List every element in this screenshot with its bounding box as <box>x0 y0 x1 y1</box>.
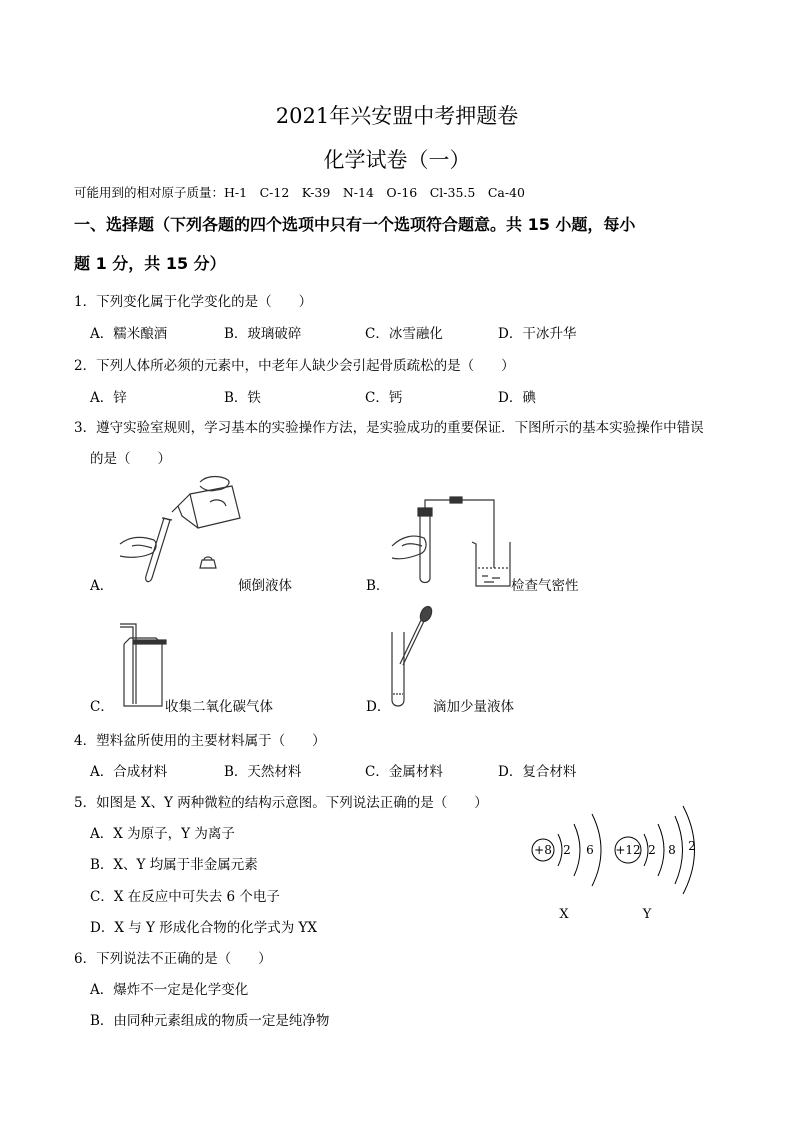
exam-title: 2021年兴安盟中考押题卷 <box>275 104 519 128</box>
q1-option-a: A．糯米酿酒 <box>90 326 168 342</box>
section-heading-line2: 题 1 分，共 15 分） <box>74 254 226 273</box>
section-heading-line1: 一、选择题（下列各题的四个选项中只有一个选项符合题意。共 15 小题，每小 <box>74 215 636 234</box>
atomic-masses: 可能用到的相对原子质量：H-1 C-12 K-39 N-14 O-16 Cl-35.5 Ca-40 <box>74 185 525 200</box>
q3-option-b-caption: 检查气密性 <box>511 578 579 594</box>
y-shell-2: 8 <box>668 843 676 857</box>
q3-option-d-caption: 滴加少量液体 <box>433 699 514 715</box>
q2-option-b: B．铁 <box>224 390 261 406</box>
q3-stem-line2: 的是（ ） <box>90 451 171 467</box>
q2-stem: 2．下列人体所必须的元素中，中老年人缺少会引起骨质疏松的是（ ） <box>74 358 515 374</box>
q2-option-c: C．钙 <box>365 390 403 406</box>
airtightness-check-illustration <box>384 494 514 594</box>
pouring-liquid-illustration <box>112 472 252 592</box>
y-label: Y <box>642 907 652 922</box>
q3-option-b-letter: B． <box>366 578 390 594</box>
q1-option-c: C．冰雪融化 <box>365 326 443 342</box>
q1-stem: 1．下列变化属于化学变化的是（ ） <box>74 294 313 310</box>
q6-option-b: B．由同种元素组成的物质一定是纯净物 <box>90 1013 330 1029</box>
q4-stem: 4．塑料盆所使用的主要材料属于（ ） <box>74 733 326 749</box>
q5-option-b: B．X、Y 均属于非金属元素 <box>90 857 258 873</box>
q1-option-b: B．玻璃破碎 <box>224 326 302 342</box>
q3-option-c-letter: C． <box>90 699 114 715</box>
q6-stem: 6．下列说法不正确的是（ ） <box>74 951 272 967</box>
q5-stem: 5．如图是 X、Y 两种微粒的结构示意图。下列说法正确的是（ ） <box>74 795 488 811</box>
x-shell-1: 2 <box>563 843 571 857</box>
y-nucleus-label: +12 <box>615 843 641 857</box>
q3-option-a-letter: A． <box>90 578 114 594</box>
y-shell-3: 2 <box>688 839 696 853</box>
y-shell-1: 2 <box>648 843 656 857</box>
q2-option-d: D．碘 <box>498 390 536 406</box>
exam-subtitle: 化学试卷（一） <box>323 148 471 172</box>
q4-option-c: C．金属材料 <box>365 764 443 780</box>
x-nucleus-label: +8 <box>534 843 552 857</box>
q4-option-a: A．合成材料 <box>90 764 168 780</box>
q3-option-d-letter: D． <box>366 699 391 715</box>
q2-option-a: A．锌 <box>90 390 127 406</box>
q3-option-c-caption: 收集二氧化碳气体 <box>165 699 273 715</box>
x-label: X <box>559 907 569 922</box>
x-shell-2: 6 <box>586 843 594 857</box>
q5-option-c: C．X 在反应中可失去 6 个电子 <box>90 889 280 905</box>
q5-option-d: D．X 与 Y 形成化合物的化学式为 YX <box>90 920 318 936</box>
q4-option-b: B．天然材料 <box>224 764 302 780</box>
q6-option-a: A．爆炸不一定是化学变化 <box>90 982 249 998</box>
q3-option-a-caption: 倾倒液体 <box>238 578 292 594</box>
gas-collection-illustration <box>112 620 172 712</box>
q1-option-d: D．干冰升华 <box>498 326 577 342</box>
q4-option-d: D．复合材料 <box>498 764 577 780</box>
q5-option-a: A．X 为原子，Y 为离子 <box>90 826 235 842</box>
q3-stem-line1: 3．遵守实验室规则，学习基本的实验操作方法，是实验成功的重要保证．下图所示的基本实验操作中错误 <box>74 420 704 436</box>
atomic-structure-diagram <box>522 800 712 930</box>
